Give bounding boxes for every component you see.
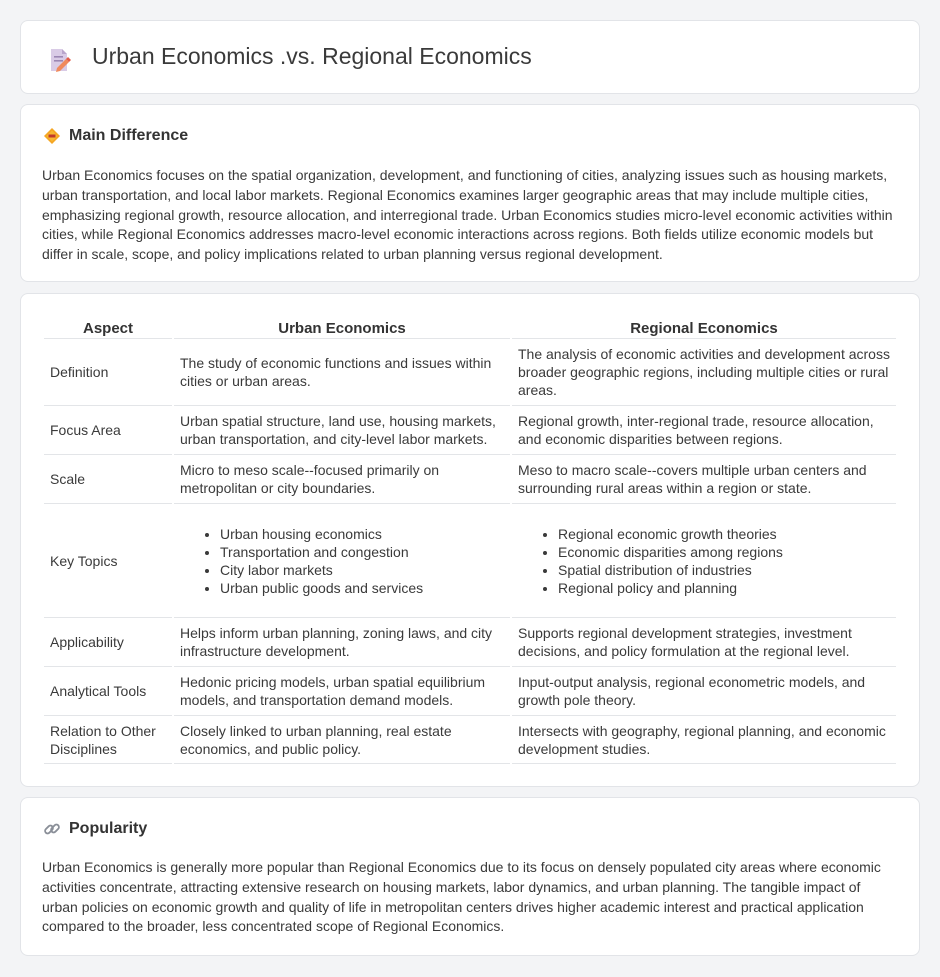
aspect-cell: Analytical Tools <box>44 666 172 715</box>
urban-cell: Urban spatial structure, land use, housing markets, urban transportation, and city-level labor markets. <box>174 405 510 454</box>
header-aspect: Aspect <box>82 319 134 337</box>
comparison-table <box>42 316 898 764</box>
list-item: • Spatial distribution of industries <box>558 561 890 579</box>
regional-cell: The analysis of economic activities and development across broader geographic regions, including multiple cities or rural areas. <box>512 338 896 405</box>
aspect-cell: Definition <box>44 338 172 405</box>
aspect-cell: Scale <box>44 454 172 503</box>
urban-cell: The study of economic functions and issues within cities or urban areas. <box>174 338 510 405</box>
list-item: • City labor markets <box>220 561 504 579</box>
list-item: • Transportation and congestion <box>220 543 504 561</box>
table-header-row <box>44 316 896 338</box>
regional-cell <box>512 503 896 617</box>
table-row <box>44 617 896 666</box>
regional-cell: Regional growth, inter-regional trade, resource allocation, and economic disparities between regions. <box>512 405 896 454</box>
list-item: • Urban public goods and services <box>220 579 504 597</box>
list-item: • Economic disparities among regions <box>558 543 890 561</box>
popularity-title: Popularity <box>69 820 148 837</box>
urban-cell: Micro to meso scale--focused primarily on metropolitan or city boundaries. <box>174 454 510 503</box>
urban-cell: Closely linked to urban planning, real estate economics, and public policy. <box>174 715 510 764</box>
document-pencil-icon <box>48 47 72 73</box>
regional-cell: Input-output analysis, regional econometric models, and growth pole theory. <box>512 666 896 715</box>
comparison-card <box>20 293 920 787</box>
regional-cell: Intersects with geography, regional planning, and economic development studies. <box>512 715 896 764</box>
regional-topics-list <box>518 525 890 597</box>
popularity-card <box>20 797 920 956</box>
header-card <box>20 20 920 94</box>
table-row <box>44 405 896 454</box>
table-row <box>44 666 896 715</box>
aspect-cell: Relation to Other Disciplines <box>44 715 172 764</box>
header-regional: Regional Economics <box>630 319 778 337</box>
urban-cell: Helps inform urban planning, zoning laws, and city infrastructure development. <box>174 617 510 666</box>
regional-cell: Meso to macro scale--covers multiple urban centers and surrounding rural areas within a region or state. <box>512 454 896 503</box>
list-item: • Urban housing economics <box>220 525 504 543</box>
main-difference-heading <box>43 127 188 145</box>
table-row <box>44 715 896 764</box>
list-item: • Regional economic growth theories <box>558 525 890 543</box>
main-difference-card <box>20 104 920 282</box>
header-urban: Urban Economics <box>278 319 406 337</box>
aspect-cell: Applicability <box>44 617 172 666</box>
main-difference-title: Main Difference <box>69 127 189 144</box>
urban-cell <box>174 503 510 617</box>
popularity-text: Urban Economics is generally more popular than Regional Economics due to its focus on densely populated city areas where economic activities concentrate, attracting extensive research on housing markets, labor dynamics, and urban planning. The tangible impact of urban policies on economic growth and quality of life in metropolitan centers drives higher academic interest and practical application compared to the broader, less concentrated scope of Regional Economics. <box>42 859 881 935</box>
link-icon <box>43 820 61 838</box>
popularity-heading <box>43 820 147 838</box>
main-difference-text: Urban Economics focuses on the spatial organization, development, and functioning of cities, analyzing issues such as housing markets, urban transportation, and local labor markets. Regional Economics examines larger geographic areas that may include multiple cities, emphasizing regional growth, resource allocation, and interregional trade. Urban Economics studies micro-level economic activities within cities, while Regional Economics addresses macro-level economic interactions across regions. Both fields utilize economic models but differ in scale, scope, and policy implications related to urban planning versus regional development. <box>42 167 893 263</box>
aspect-cell: Key Topics <box>44 503 172 617</box>
table-row <box>44 503 896 617</box>
table-row <box>44 338 896 405</box>
page-title: Urban Economics .vs. Regional Economics <box>92 43 532 69</box>
regional-cell: Supports regional development strategies, investment decisions, and policy formulation at the regional level. <box>512 617 896 666</box>
table-row <box>44 454 896 503</box>
aspect-cell: Focus Area <box>44 405 172 454</box>
diamond-sign-icon <box>43 127 61 145</box>
urban-topics-list <box>180 525 504 597</box>
urban-cell: Hedonic pricing models, urban spatial equilibrium models, and transportation demand models. <box>174 666 510 715</box>
list-item: • Regional policy and planning <box>558 579 890 597</box>
